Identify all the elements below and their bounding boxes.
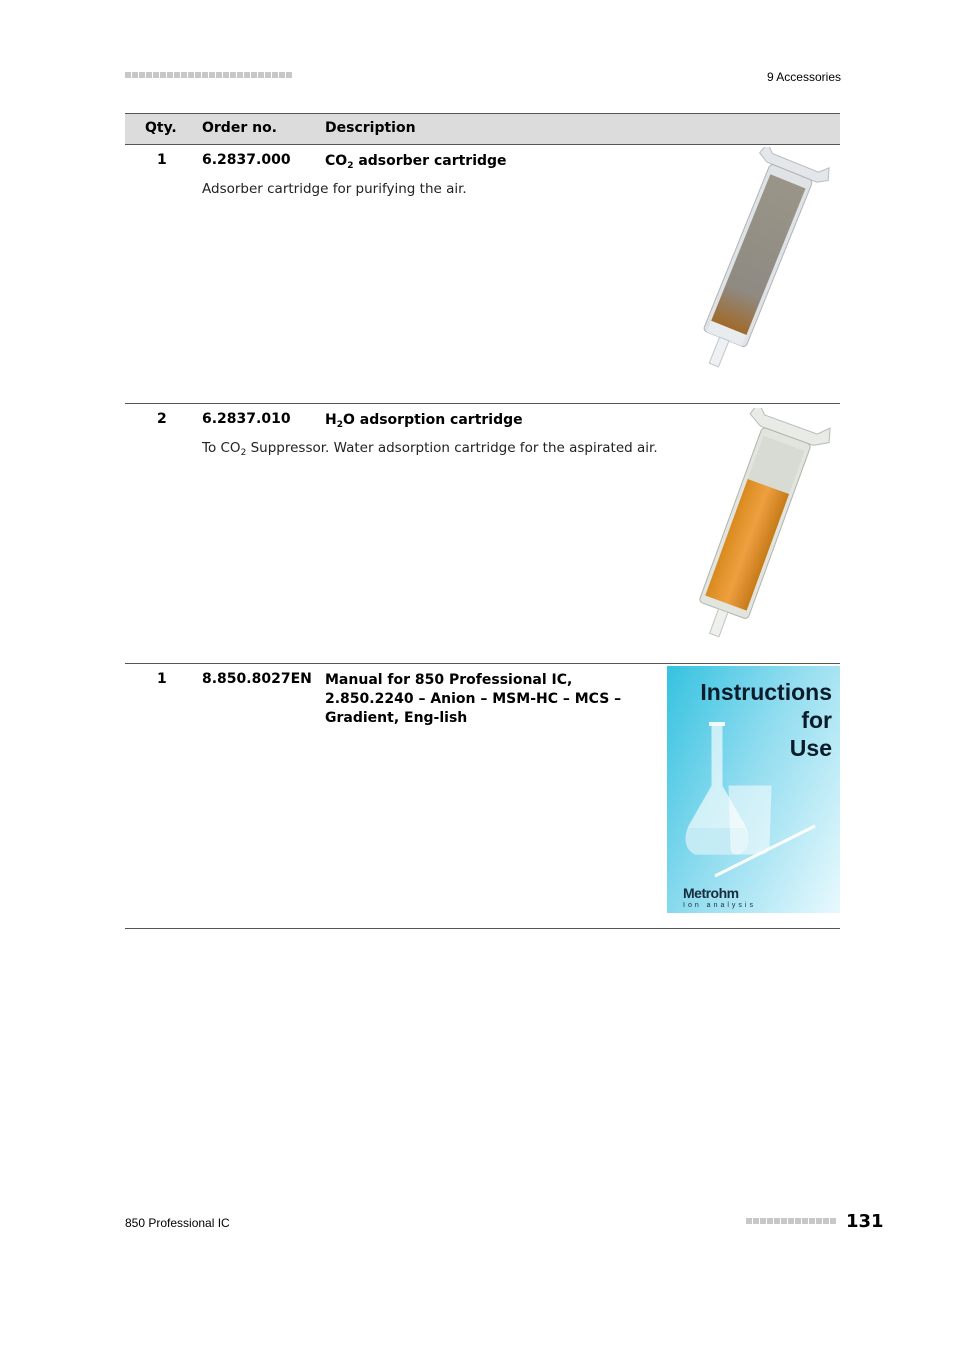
metrohm-logo: Metrohm xyxy=(683,885,739,901)
co2-adsorber-cartridge-image xyxy=(670,147,840,379)
table-row xyxy=(125,664,840,929)
footer-product: 850 Professional IC xyxy=(125,1216,230,1230)
col-order-header: Order no. xyxy=(202,120,278,136)
row-description: Adsorber cartridge for purifying the air. xyxy=(202,181,467,197)
col-description-header: Description xyxy=(325,120,416,136)
row-order-no: 8.850.8027EN xyxy=(202,671,312,687)
row-description: To $CO_2$ Suppressor. Water adsorption cartridge for the aspirated air. xyxy=(202,440,658,458)
col-qty-header: Qty. xyxy=(145,120,177,136)
row-title: $H_2O$ adsorption cartridge xyxy=(325,412,523,430)
row-title: $CO_2$ adsorber cartridge xyxy=(325,153,507,171)
h2o-adsorption-cartridge-image xyxy=(668,408,840,644)
table-row xyxy=(125,145,840,404)
page-number: 131 xyxy=(846,1211,884,1232)
cover-title: Instructions for Use xyxy=(700,679,832,761)
row-order-no: 6.2837.000 xyxy=(202,152,291,168)
table-row xyxy=(125,404,840,664)
accessories-table xyxy=(125,113,840,929)
table-header xyxy=(125,113,840,145)
footer-marker-bar xyxy=(746,1218,836,1224)
running-header: 9 Accessories xyxy=(766,70,841,84)
header-marker-bar xyxy=(125,72,292,78)
row-qty: 1 xyxy=(157,152,167,168)
manual-cover-image xyxy=(667,666,840,913)
row-order-no: 6.2837.010 xyxy=(202,411,291,427)
row-qty: 2 xyxy=(157,411,167,427)
labware-illustration-icon xyxy=(675,716,825,881)
row-qty: 1 xyxy=(157,671,167,687)
row-title: Manual for 850 Professional IC, 2.850.2240 – Anion – MSM-HC – MCS – Gradient, Eng-lish xyxy=(325,672,622,726)
metrohm-tagline: Ion analysis xyxy=(683,902,756,909)
